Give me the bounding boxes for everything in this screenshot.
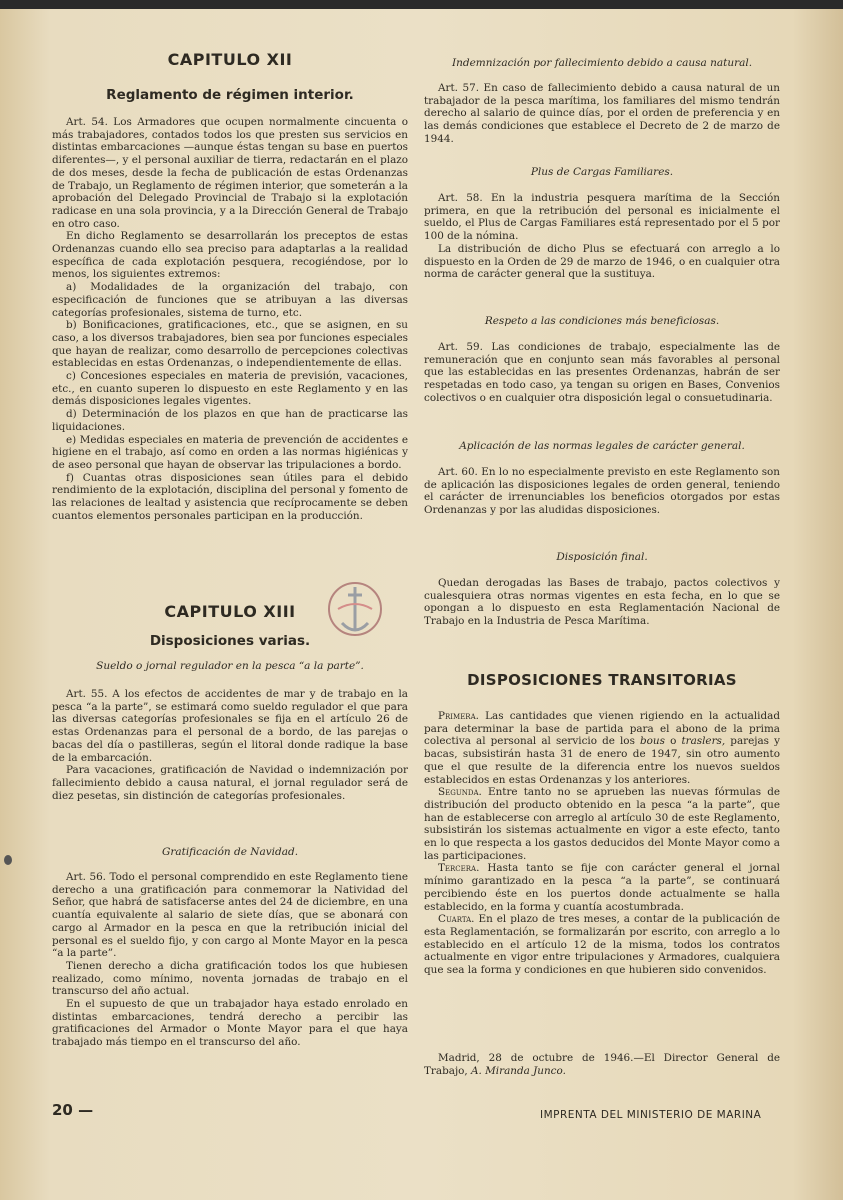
art59-para: Art. 59. Las condiciones de trabajo, especialmente las de remuneración que en conjunto sean más favorables al personal que las establecidas en las presentes Ordenanzas, habrán de ser respetadas en todo caso, ya tengan su origen en Bases, Convenios colectivos o en cualquier otra disposición legal o consuetudinaria. xyxy=(424,341,780,404)
art54-item: b) Bonificaciones, gratificaciones, etc., que se asignen, en su caso, a los diversos trabajadores, bien sea por funciones especiales que hayan de realizar, como desarrollo de percepciones colectivas establecidas en estas Ordenanzas, o independientemente de ellas. xyxy=(52,319,408,370)
tercera-label: Tercera. xyxy=(438,862,480,875)
art60-para: Art. 60. En lo no especialmente previsto en este Reglamento son de aplicación las disposiciones legales de orden general, teniendo el carácter de irrenunciables los beneficios otorgados por estas Ordenanzas y por las aludidas disposiciones. xyxy=(424,466,780,517)
art54-para: Art. 54. Los Armadores que ocupen normalmente cincuenta o más trabajadores, contados todos los que presten sus servicios en distintas embarcaciones —aunque éstas tengan su base en puertos diferentes—, y el personal auxiliar de tierra, redactarán en el plazo de dos meses, desde la fecha de publicación de estas Ordenanzas de Trabajo, un Reglamento de régimen interior, que someterán a la aprobación del Delegado Provincial de Trabajo si la explotación radicase en una sola provincia, y a la Dirección General de Trabajo en otro caso. xyxy=(52,116,408,230)
chapter-13-subtitle: Disposiciones varias. xyxy=(149,633,311,649)
segunda-label: Segunda. xyxy=(438,786,482,799)
binding-hole xyxy=(4,855,12,865)
signature-name: A. Miranda Junco. xyxy=(471,1064,566,1077)
tercera-para: Tercera. Hasta tanto se fije con carácter general el jornal mínimo garantizado en la pesca “a la parte”, se continuará percibiendo éste en los puertos donde actualmente se halla establecido, en la forma y cuantía acostumbrada. xyxy=(424,862,781,913)
printer-imprint: IMPRENTA DEL MINISTERIO DE MARINA xyxy=(540,1109,762,1121)
transitorias-block xyxy=(424,710,780,977)
art56-para: En el supuesto de que un trabajador haya estado enrolado en distintas embarcaciones, tendrá derecho a percibir las gratificaciones del Armador o Monte Mayor para el que haya trabajado más tiempo en el transcurso del año. xyxy=(52,998,408,1049)
chapter-13-title: CAPITULO XIII xyxy=(164,602,296,621)
art58-para: La distribución de dicho Plus se efectuará con arreglo a lo dispuesto en la Orden de 29 de marzo de 1946, o en cualquier otra norma de carácter general que la sustituya. xyxy=(424,242,780,281)
art58-block xyxy=(424,192,780,281)
art58-para: Art. 58. En la industria pesquera marítima de la Sección primera, en que la retribución del personal es inicialmente el sueldo, el Plus de Cargas Familiares está representado por el 5 por 100 de la nómina. xyxy=(424,192,780,243)
art56-para: Tienen derecho a dicha gratificación todos los que hubiesen realizado, como mínimo, noventa jornadas de trabajo en el transcurso del año actual. xyxy=(52,959,408,998)
sueldo-heading: Sueldo o jornal regulador en la pesca “a la parte”. xyxy=(96,660,364,672)
art54-block xyxy=(52,116,408,523)
art54-para: En dicho Reglamento se desarrollarán los preceptos de estas Ordenanzas cuando ello sea preciso para adaptarlas a la realidad específica de cada explotación pesquera, recogiéndose, por lo menos, los siguientes extremos: xyxy=(52,230,408,281)
transitorias-title: DISPOSICIONES TRANSITORIAS xyxy=(467,671,737,689)
primera-label: Primera. xyxy=(438,710,479,722)
art54-item: e) Medidas especiales en materia de prevención de accidentes e higiene en el trabajo, así como en orden a las normas higiénicas y de aseo personal que hayan de observar las tripulaciones a bordo. xyxy=(52,433,408,471)
aplicacion-heading: Aplicación de las normas legales de carácter general. xyxy=(459,440,745,452)
art55-para: Para vacaciones, gratificación de Navidad o indemnización por fallecimiento debido a causa natural, el jornal regulador será de diez pesetas, sin distinción de categorías profesionales. xyxy=(52,764,408,802)
page-number: 20 — xyxy=(52,1101,94,1119)
art54-item: d) Determinación de los plazos en que han de practicarse las liquidaciones. xyxy=(52,408,408,433)
signature-para: Madrid, 28 de octubre de 1946.—El Director General de Trabajo, A. Miranda Junco. xyxy=(424,1052,780,1077)
respeto-heading: Respeto a las condiciones más beneficiosas. xyxy=(484,315,720,327)
art54-item: f) Cuantas otras disposiciones sean útiles para el debido rendimiento de la explotación, disciplina del personal y fomento de las relaciones de lealtad y asistencia que recíprocamente se deben cuantos elementos personales participan en la producción. xyxy=(52,471,408,522)
art56-block xyxy=(52,871,408,1049)
art57-para: Art. 57. En caso de fallecimiento debido a causa natural de un trabajador de la pesca marítima, los familiares del mismo tendrán derecho al salario de quince días, por el orden de preferencia y en las demás condiciones que establece el Decreto de 2 de marzo de 1944. xyxy=(424,82,780,145)
document-page xyxy=(0,9,843,1200)
art55-para: Art. 55. A los efectos de accidentes de mar y de trabajo en la pesca “a la parte”, se estimará como sueldo regulador el que para las diversas categorías profesionales se fija en el artículo 26 de estas Ordenanzas para el personal de a bordo, de las parejas o bacas del día o pastilleras, según el litoral donde radique la base de la embarcación. xyxy=(52,688,408,764)
chapter-12-subtitle: Reglamento de régimen interior. xyxy=(106,87,354,103)
chapter-12-title: CAPITULO XII xyxy=(167,50,293,69)
indemnizacion-heading: Indemnización por fallecimiento debido a causa natural. xyxy=(451,57,753,69)
segunda-para: Segunda. Entre tanto no se aprueben las nuevas fórmulas de distribución del producto obtenido en la pesca “a la parte”, que han de establecerse con arreglo al artículo 30 de este Reglamento, subsistirán los sistemas actualmente en vigor a este efecto, tanto en lo que respecta a los gastos deducidos del Monte Mayor como a las participaciones. xyxy=(424,786,780,862)
plus-heading: Plus de Cargas Familiares. xyxy=(530,166,674,178)
library-stamp xyxy=(320,569,390,659)
cuarta-label: Cuarta. xyxy=(438,913,475,926)
gratificacion-heading: Gratificación de Navidad. xyxy=(161,846,299,858)
art55-block xyxy=(52,688,408,802)
art56-para: Art. 56. Todo el personal comprendido en este Reglamento tiene derecho a una gratificación para conmemorar la Natividad del Señor, que habrá de satisfacerse antes del 24 de diciembre, en una cuantía equivalente al salario de siete días, que se abonará con cargo al Armador en la pesca en que la retribución inicial del personal es el sueldo fijo, y con cargo al Monte Mayor en la pesca “a la parte”. xyxy=(52,871,408,960)
final-para: Quedan derogadas las Bases de trabajo, pactos colectivos y cualesquiera otras normas vigentes en esta fecha, en lo que se opongan a lo dispuesto en esta Reglamentación Nacional de Trabajo en la Industria de Pesca Marítima. xyxy=(424,577,780,628)
primera-para: Primera. Las cantidades que vienen rigiendo en la actualidad para determinar la base de partida para el abono de la prima colectiva al personal al servicio de los bous o traslers, parejas y bacas, subsistirán hasta 31 de enero de 1947, sin otro aumento que el que resulte de la diferencia entre los nuevos sueldos establecidos en estas Ordenanzas y los anteriores. xyxy=(424,710,780,786)
art54-item: a) Modalidades de la organización del trabajo, con especificación de funciones que se atribuyan a las diversas categorías profesionales, sistema de turno, etc. xyxy=(52,281,408,319)
cuarta-para: Cuarta. En el plazo de tres meses, a contar de la publicación de esta Reglamentación, se formalizarán por escrito, con arreglo a lo establecido en el artículo 12 de la misma, todos los contratos actualmente en vigor entre tripulaciones y Armadores, cualquiera que sea la forma y condiciones en que hubieren sido convenidos. xyxy=(424,913,780,977)
art54-item: c) Concesiones especiales en materia de previsión, vacaciones, etc., en cuanto superen lo dispuesto en este Reglamento y en las demás disposiciones legales vigentes. xyxy=(52,370,408,408)
scan-top-edge xyxy=(0,0,843,9)
final-heading: Disposición final. xyxy=(556,551,648,563)
